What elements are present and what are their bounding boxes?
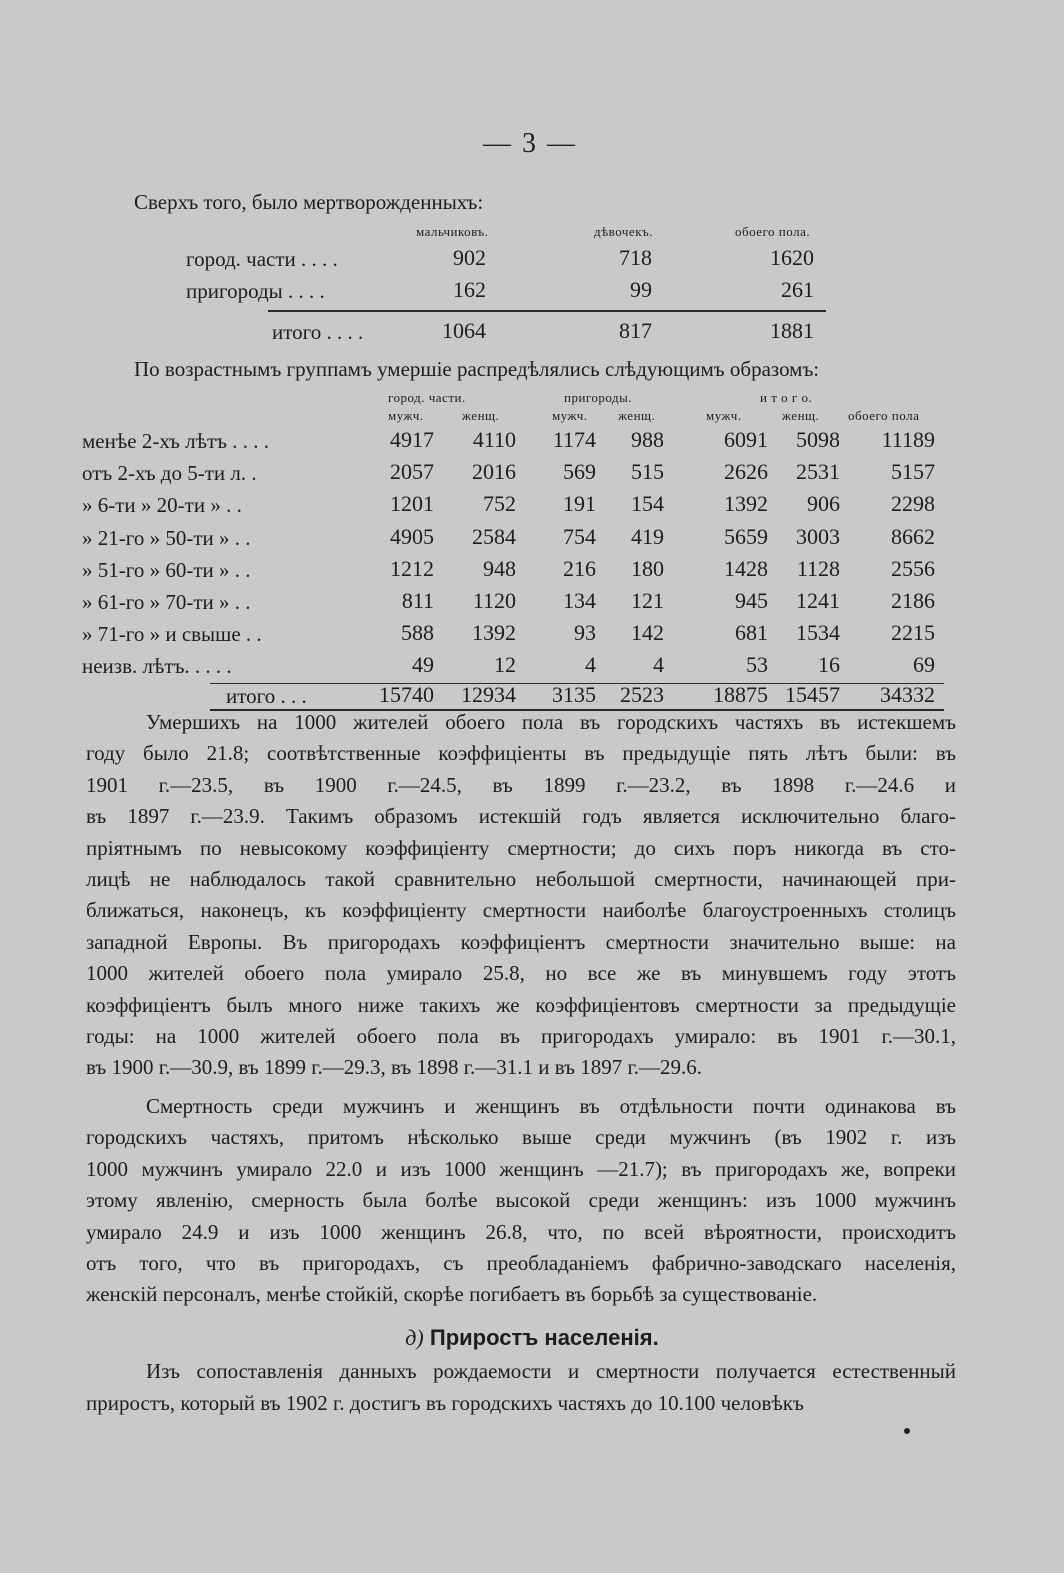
age-cell: 2584 (472, 523, 516, 549)
age-row-label: неизв. лѣтъ. . . . . (82, 654, 232, 679)
stillborn-cell: 718 (619, 245, 652, 270)
age-table-intro: По возрастнымъ группамъ умершіе распредѣлялись слѣдующимъ образомъ: (134, 357, 820, 381)
age-cell: 811 (401, 588, 434, 613)
text-line: 1901 г.—23.5, въ 1900 г.—24.5, въ 1899 г.—23.2, въ 1898 г.—24.6 и (86, 772, 956, 797)
age-cell: 4 (653, 652, 664, 678)
sub-header: мужч. (388, 408, 424, 423)
sub-header: женщ. (462, 408, 500, 423)
age-cell: 2626 (724, 459, 768, 485)
text-line: лицѣ не наблюдалось такой сравнительно небольшой смертности, начинающей при- (86, 867, 956, 891)
age-cell: 121 (631, 588, 664, 613)
age-cell: 2016 (472, 459, 516, 485)
age-cell: 11189 (881, 427, 935, 452)
age-cell: 2556 (891, 555, 935, 581)
age-cell: 752 (483, 491, 516, 517)
text-line: коэффиціентъ былъ много ниже такихъ же коэффиціентовъ смертности за предыдущіе (86, 992, 956, 1017)
stillborn-total-cell: 1881 (770, 318, 814, 343)
age-row-label: » 71-го » и свыше . . (82, 622, 262, 647)
sub-header: женщ. (782, 408, 820, 423)
text-line: годы: на 1000 жителей обоего пола въ пригородахъ умирало: въ 1901 г.—30.1, (86, 1024, 956, 1048)
stillborn-cell: 1620 (770, 245, 814, 270)
text-line: городскихъ частяхъ, притомъ нѣсколько выше среди мужчинъ (въ 1902 г. изъ (86, 1125, 956, 1150)
age-cell: 1120 (472, 588, 516, 613)
age-cell: 515 (631, 459, 664, 485)
age-cell: 1392 (724, 491, 768, 517)
text-line: Изъ сопоставленія данныхъ рождаемости и смертности получается естественный (146, 1359, 956, 1383)
text-line: году было 21.8; соотвѣтственные коэффиціенты въ предыдущіе пять лѣтъ были: въ (86, 741, 956, 766)
age-cell: 948 (483, 555, 516, 581)
text-line: Умершихъ на 1000 жителей обоего пола въ городскихъ частяхъ въ истекшемъ (146, 710, 956, 734)
age-cell: 69 (913, 652, 935, 678)
age-cell: 180 (631, 555, 664, 581)
text-line: умирало 24.9 и изъ 1000 женщинъ 26.8, что, по всей вѣроятности, происходитъ (86, 1219, 956, 1244)
stillborn-total-cell: 1064 (442, 318, 486, 343)
group-header-city: город. части. (388, 390, 466, 405)
age-cell: 216 (563, 555, 596, 581)
age-cell: 2215 (891, 620, 935, 646)
stillborn-cell: 162 (453, 277, 486, 302)
age-cell: 154 (631, 491, 664, 517)
age-cell: 906 (807, 491, 840, 517)
age-cell: 569 (563, 459, 596, 485)
text-line: пріятнымъ по невысокому коэффиціенту смертности; до сихъ поръ никогда въ сто- (86, 835, 956, 860)
text-line: 1000 жителей обоего пола умирало 25.8, но все же въ минувшемъ году этотъ (86, 961, 956, 986)
age-cell: 12934 (461, 682, 516, 707)
age-cell: 2523 (620, 682, 664, 707)
age-cell: 1428 (724, 555, 768, 581)
age-row-label: менѣе 2-хъ лѣтъ . . . . (82, 429, 270, 453)
age-cell: 2531 (796, 459, 840, 485)
sub-header: обоего пола (848, 408, 920, 423)
text-line: женскій персоналъ, менѣе стойкій, скорѣе погибаетъ въ борьбѣ за существованіе. (86, 1282, 818, 1307)
age-row-label: отъ 2-хъ до 5-ти л. . (82, 461, 257, 486)
age-total-label: итого . . . (226, 684, 307, 708)
age-cell: 5157 (891, 459, 935, 485)
text-line: въ 1897 г.—23.9. Такимъ образомъ истекшій годъ является исключительно благо- (86, 804, 956, 829)
age-cell: 1174 (552, 427, 596, 452)
age-cell: 34332 (880, 682, 935, 707)
age-cell: 4905 (390, 523, 434, 549)
header-both: обоего пола. (735, 224, 811, 239)
header-girls: дѣвочекъ. (594, 224, 653, 239)
age-cell: 681 (735, 620, 768, 646)
stillborn-total-cell: 817 (619, 318, 652, 343)
age-cell: 3135 (552, 682, 596, 707)
age-row-label: » 21-го » 50-ти » . . (82, 525, 251, 550)
ink-dot (904, 1428, 910, 1434)
age-cell: 4 (585, 652, 596, 678)
text-line: западной Европы. Въ пригородахъ коэффиціентъ смертности значительно выше: на (86, 929, 956, 954)
age-cell: 18875 (713, 682, 768, 707)
age-cell: 8662 (891, 523, 935, 549)
age-cell: 191 (563, 491, 596, 517)
section-title: Приростъ населенія. (429, 1325, 659, 1350)
age-cell: 3003 (796, 523, 840, 549)
age-cell: 1212 (390, 555, 434, 581)
sub-header: мужч. (706, 408, 742, 423)
age-cell: 134 (563, 588, 596, 613)
stillborn-total-label: итого . . . . (272, 320, 364, 344)
age-cell: 2057 (390, 459, 434, 485)
sub-header: женщ. (618, 408, 656, 423)
section-heading (0, 1325, 1064, 1351)
text-line: отъ того, что въ пригородахъ, съ преобладаніемъ фабрично-заводскаго населенія, (86, 1251, 956, 1275)
age-cell: 12 (494, 652, 516, 678)
age-cell: 142 (631, 620, 664, 646)
age-cell: 1201 (390, 491, 434, 517)
age-cell: 1128 (796, 555, 840, 581)
header-boys: мальчиковъ. (416, 224, 489, 239)
stillborn-row-label: город. части . . . . (186, 247, 338, 271)
text-line: въ 1900 г.—30.9, въ 1899 г.—29.3, въ 1898 г.—31.1 и въ 1897 г.—29.6. (86, 1055, 702, 1080)
age-cell: 419 (631, 523, 664, 549)
age-row-label: » 61-го » 70-ти » . . (82, 590, 251, 614)
text-line: 1000 мужчинъ умирало 22.0 и изъ 1000 женщинъ —21.7); въ пригородахъ же, вопреки (86, 1156, 956, 1181)
age-cell: 754 (563, 523, 596, 549)
stillborn-intro: Сверхъ того, было мертворожденныхъ: (134, 190, 484, 214)
age-cell: 49 (412, 652, 434, 678)
text-line: ближаться, наконецъ, къ коэффиціенту смертности наиболѣе благоустроенныхъ столицъ (86, 898, 956, 923)
age-cell: 945 (735, 588, 768, 613)
age-cell: 5659 (724, 523, 768, 549)
age-cell: 93 (574, 620, 596, 646)
age-cell: 15457 (785, 682, 840, 707)
group-header-suburbs: пригороды. (564, 390, 633, 405)
section-letter: д) (405, 1325, 424, 1350)
group-header-total: и т о г о. (760, 390, 813, 405)
age-cell: 6091 (724, 427, 768, 452)
age-cell: 2298 (891, 491, 935, 517)
age-cell: 588 (401, 620, 434, 646)
text-line: этому явленію, смерность была болѣе высокой среди женщинъ: изъ 1000 мужчинъ (86, 1188, 956, 1213)
age-cell: 53 (746, 652, 768, 678)
age-cell: 1392 (472, 620, 516, 646)
age-cell: 15740 (379, 682, 434, 707)
stillborn-cell: 99 (630, 277, 652, 302)
age-row-label: » 6-ти » 20-ти » . . (82, 493, 242, 518)
age-cell: 1241 (796, 588, 840, 613)
age-cell: 1534 (796, 620, 840, 646)
age-cell: 988 (631, 427, 664, 452)
stillborn-cell: 902 (453, 245, 486, 270)
age-cell: 4917 (390, 427, 434, 452)
age-cell: 5098 (796, 427, 840, 452)
page-number: — 3 — (483, 128, 577, 159)
stillborn-row-label: пригороды . . . . (186, 279, 325, 303)
stillborn-cell: 261 (781, 277, 814, 302)
text-line: Смертность среди мужчинъ и женщинъ въ отдѣльности почти одинакова въ (146, 1094, 956, 1118)
stillborn-total-rule (268, 310, 826, 312)
sub-header: мужч. (552, 408, 588, 423)
age-cell: 2186 (891, 588, 935, 613)
age-row-label: » 51-го » 60-ти » . . (82, 557, 251, 582)
age-cell: 4110 (472, 427, 516, 452)
age-cell: 16 (818, 652, 840, 678)
text-line: приростъ, который въ 1902 г. достигъ въ городскихъ частяхъ до 10.100 человѣкъ (86, 1391, 804, 1415)
